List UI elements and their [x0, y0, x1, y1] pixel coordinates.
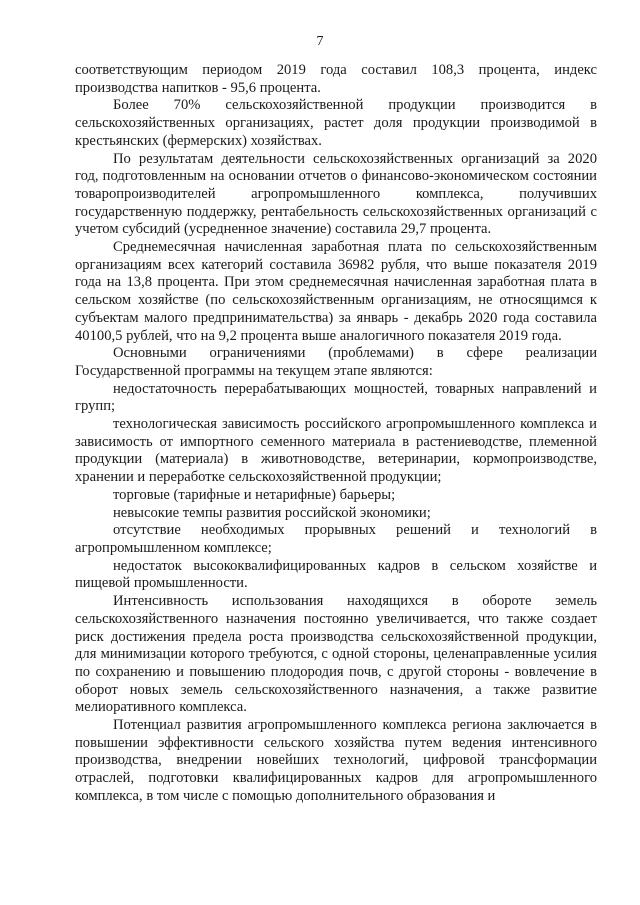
list-item-processing-capacity: недостаточность перерабатывающих мощностей, товарных направлений и групп; [75, 380, 597, 415]
list-item-technological-dependence: технологическая зависимость российского агропромышленного комплекса и зависимость от импортного семенного материала в растениеводстве, племенной продукции (материала) в животноводстве, ветеринарии, кормопроизводстве, хранении и переработке сельскохозяйственной продукции; [75, 416, 597, 486]
paragraph-beverage-index: соответствующим периодом 2019 года составил 108,3 процента, индекс производства напитков - 95,6 процента. [75, 62, 597, 96]
paragraph-land-use-intensity: Интенсивность использования находящихся в обороте земель сельскохозяйственного назначения постоянно увеличивается, что также создает риск достижения предела роста производства сельскохозяйственной продукции, для минимизации которого требуются, с одной стороны, целенаправленные усилия по сохранению и повышению плодородия почв, с другой стороны - вовлечение в оборот новых земель сельскохозяйственного назначения, а также развитие мелиоративного комплекса. [75, 593, 597, 716]
document-body [75, 62, 597, 806]
list-item-trade-barriers: торговые (тарифные и нетарифные) барьеры; [113, 486, 396, 503]
list-item-personnel-shortage: недостаток высококвалифицированных кадров в сельском хозяйстве и пищевой промышленности. [75, 557, 597, 592]
paragraph-profitability: По результатам деятельности сельскохозяйственных организаций за 2020 год, подготовленным на основании отчетов о финансово-экономическом состоянии товаропроизводителей агропромышленного комплекса, получивших государственную поддержку, рентабельность сельскохозяйственных организаций с учетом субсидий (усредненное значение) составила 29,7 процента. [75, 150, 597, 238]
paragraph-agricultural-share: Более 70% сельскохозяйственной продукции производится в сельскохозяйственных организациях, растет доля продукции производимой в крестьянских (фермерских) хозяйствах. [75, 97, 597, 149]
list-item-economic-growth: невысокие темпы развития российской экономики; [113, 504, 431, 521]
paragraph-wages: Среднемесячная начисленная заработная плата по сельскохозяйственным организациям всех категорий составила 36982 рубля, что выше показателя 2019 года на 13,8 процента. При этом среднемесячная начисленная заработная плата в сельском хозяйстве (по сельскохозяйственным организациям, не относящимся к субъектам малого предпринимательства) за январь - декабрь 2020 года составила 40100,5 рублей, что на 9,2 процента выше аналогичного показателя 2019 года. [75, 239, 597, 344]
list-item-breakthrough-solutions: отсутствие необходимых прорывных решений и технологий в агропромышленном комплексе; [75, 522, 597, 556]
paragraph-development-potential: Потенциал развития агропромышленного комплекса региона заключается в повышении эффективности сельского хозяйства путем ведения интенсивного производства, внедрении новейших технологий, цифровой трансформации отраслей, подготовки квалифицированных кадров для агропромышленного комплекса, в том числе с помощью дополнительного образования и [75, 717, 597, 804]
paragraph-main-problems: Основными ограничениями (проблемами) в сфере реализации Государственной программы на текущем этапе являются: [75, 345, 597, 379]
page-number: 7 [316, 34, 324, 49]
